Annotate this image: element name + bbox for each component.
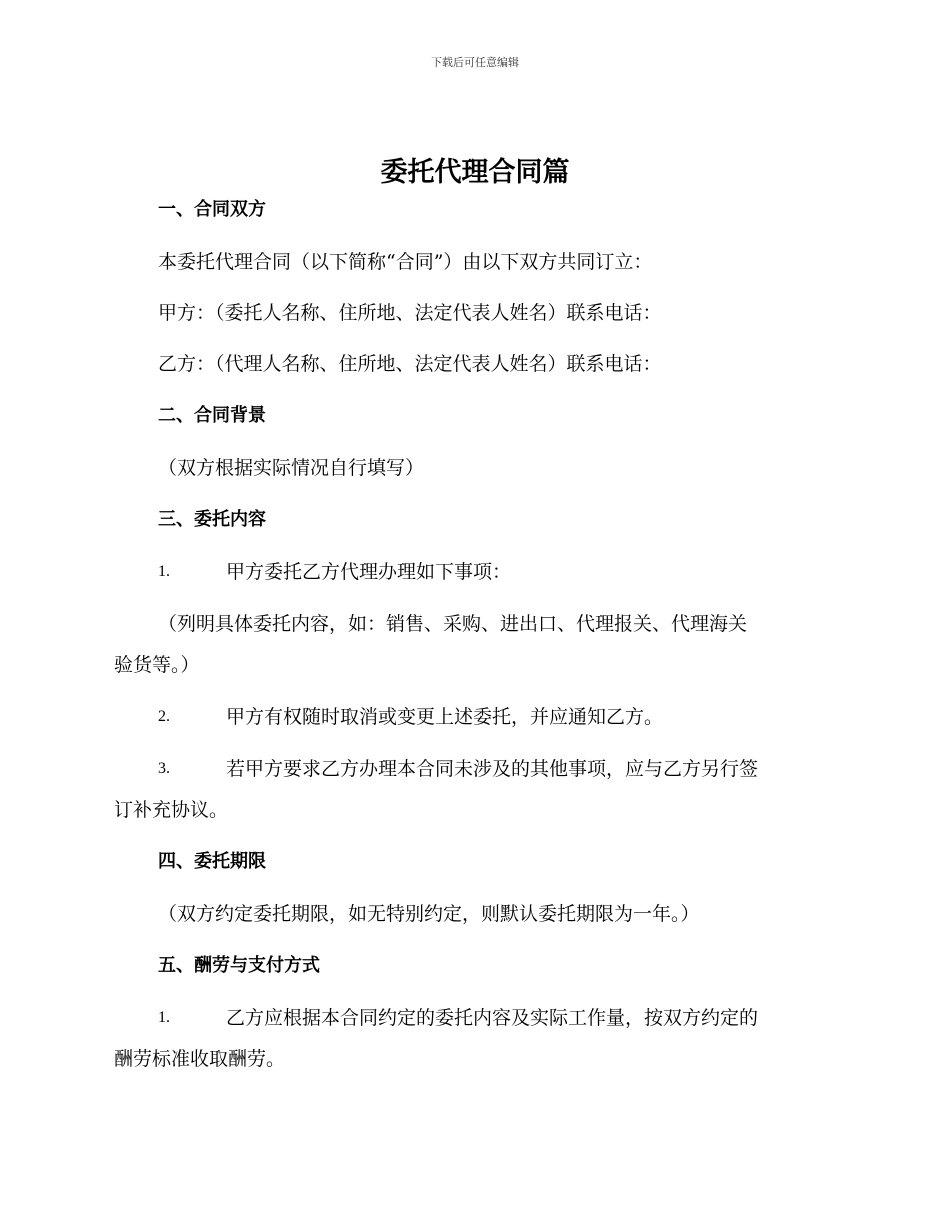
section-heading-content: 三、委托内容 xyxy=(158,509,266,530)
section-heading-parties: 一、合同双方 xyxy=(158,199,266,220)
paragraph-content-detail: （列明具体委托内容，如：销售、采购、进出口、代理报关、代理海关 xyxy=(158,613,748,635)
document-title: 委托代理合同篇 xyxy=(380,157,570,188)
paragraph-term: （双方约定委托期限，如无特别约定，则默认委托期限为一年。） xyxy=(158,903,700,925)
list-number: 2. xyxy=(158,708,170,725)
paragraph-party-a: 甲方：（委托人名称、住所地、法定代表人姓名）联系电话： xyxy=(158,302,662,324)
section-heading-payment: 五、酬劳与支付方式 xyxy=(158,955,320,976)
list-item-text-cont: 订补充协议。 xyxy=(114,799,229,821)
paragraph-content-detail-cont: 验货等。） xyxy=(114,654,200,676)
list-item-text: 若甲方要求乙方办理本合同未涉及的其他事项，应与乙方另行签 xyxy=(226,758,759,780)
paragraph-background: （双方根据实际情况自行填写） xyxy=(158,457,425,479)
list-item-text-cont: 酬劳标准收取酬劳。 xyxy=(114,1048,286,1070)
list-item-text: 甲方有权随时取消或变更上述委托，并应通知乙方。 xyxy=(226,706,664,728)
section-heading-term: 四、委托期限 xyxy=(158,851,266,872)
list-item-text: 甲方委托乙方代理办理如下事项： xyxy=(226,561,512,583)
section-heading-background: 二、合同背景 xyxy=(158,405,266,426)
list-item-text: 乙方应根据本合同约定的委托内容及实际工作量，按双方约定的 xyxy=(226,1007,759,1029)
page-header: 下载后可任意编辑 xyxy=(431,56,519,69)
list-number: 1. xyxy=(158,1009,170,1026)
list-number: 3. xyxy=(158,760,170,777)
paragraph-intro: 本委托代理合同（以下简称“合同”）由以下双方共同订立： xyxy=(158,251,653,273)
list-number: 1. xyxy=(158,563,170,580)
paragraph-party-b: 乙方：（代理人名称、住所地、法定代表人姓名）联系电话： xyxy=(158,353,662,375)
